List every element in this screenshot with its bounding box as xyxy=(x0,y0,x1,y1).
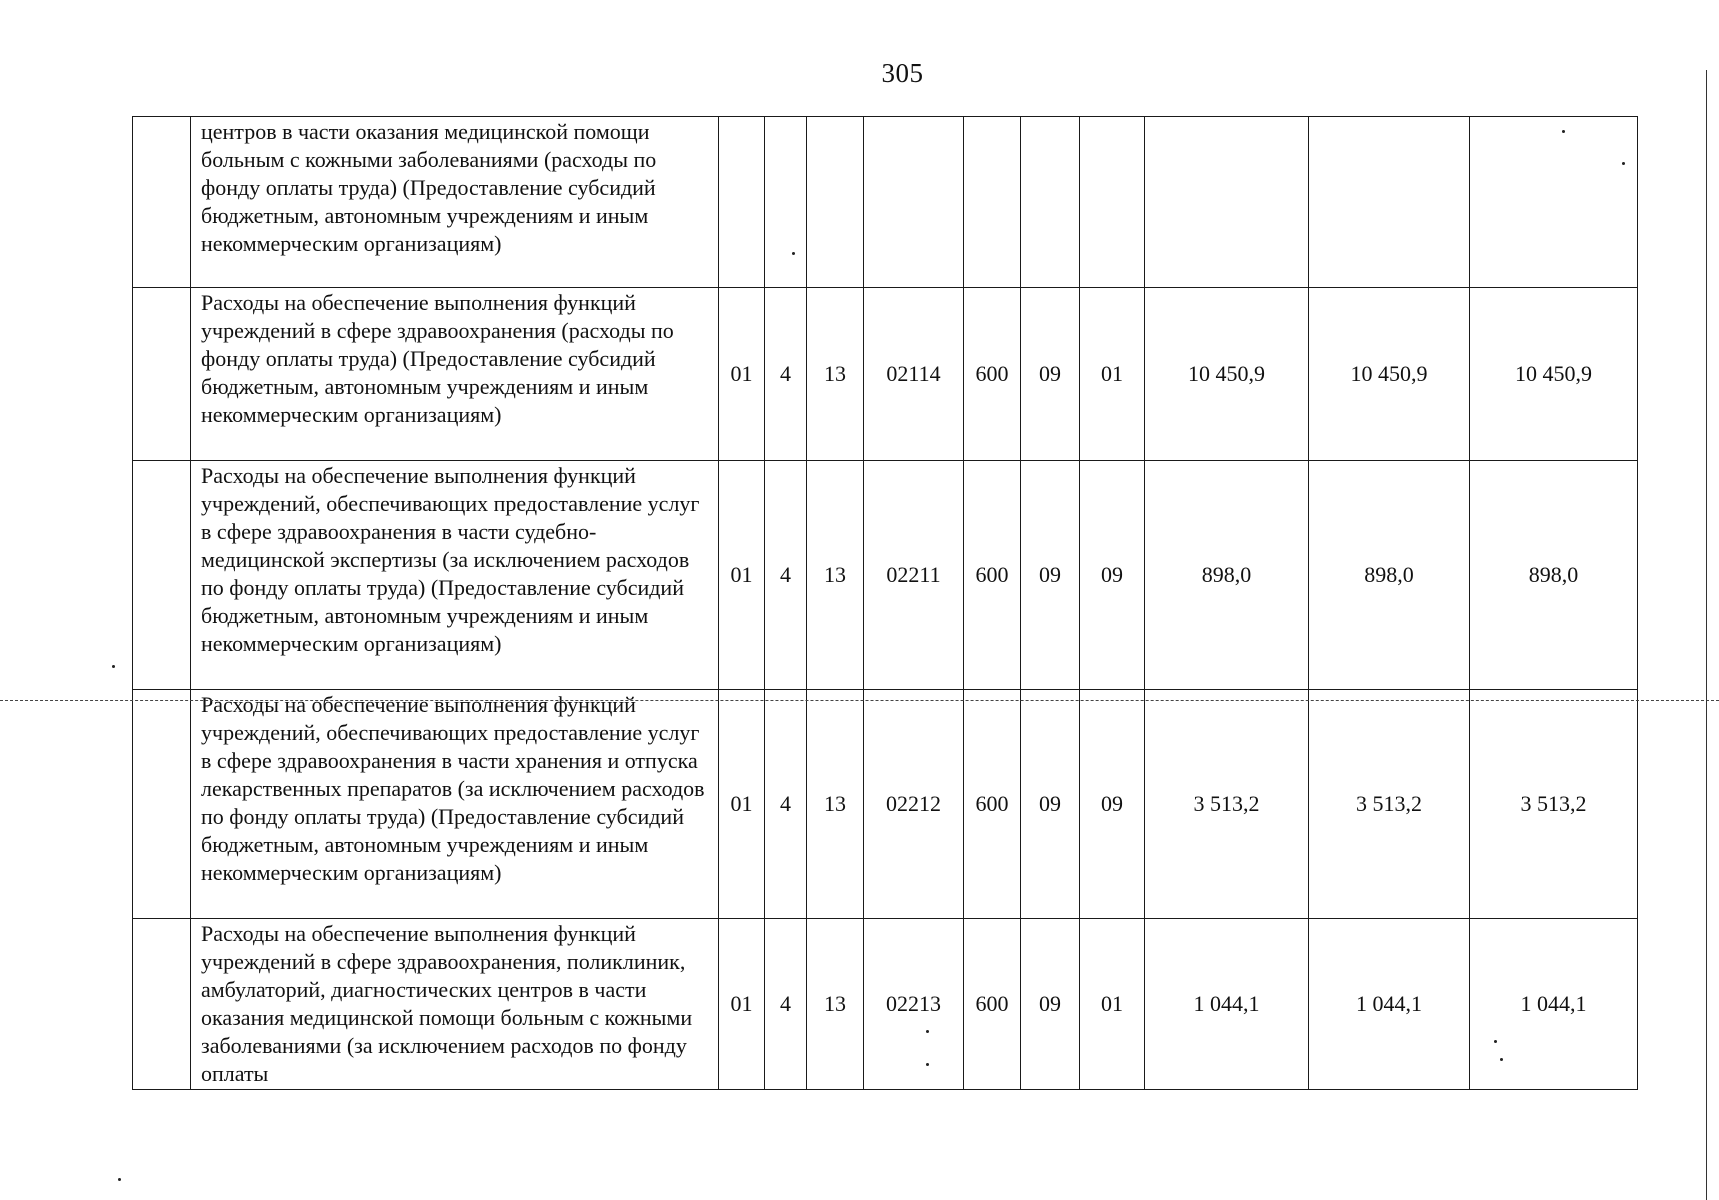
code-cell: 09 xyxy=(1021,919,1080,1090)
code-cell: 02114 xyxy=(864,288,964,461)
scan-edge-line xyxy=(1706,70,1707,1200)
code-cell: 4 xyxy=(765,690,807,919)
code-cell: 600 xyxy=(964,690,1021,919)
code-cell: 01 xyxy=(719,690,765,919)
amount-cell: 898,0 xyxy=(1145,461,1309,690)
scan-speck xyxy=(112,665,115,668)
table-row xyxy=(133,690,1638,919)
code-cell xyxy=(964,117,1021,288)
scan-speck xyxy=(1500,1058,1503,1061)
code-cell: 4 xyxy=(765,288,807,461)
code-cell: 09 xyxy=(1080,461,1145,690)
code-cell xyxy=(1080,117,1145,288)
code-cell: 600 xyxy=(964,461,1021,690)
row-description: Расходы на обеспечение выполнения функций учреждений в сфере здравоохранения (расходы по фонду оплаты труда) (Предоставление субсидий бюджетным, автономным учреждениям и иным некоммерческим организациям) xyxy=(191,288,719,461)
code-cell: 01 xyxy=(719,288,765,461)
code-cell: 09 xyxy=(1021,690,1080,919)
code-cell: 01 xyxy=(1080,919,1145,1090)
code-cell: 13 xyxy=(807,690,864,919)
code-cell: 09 xyxy=(1021,461,1080,690)
code-cell xyxy=(719,117,765,288)
row-margin-cell xyxy=(133,461,191,690)
code-cell: 09 xyxy=(1021,288,1080,461)
code-cell: 13 xyxy=(807,461,864,690)
table-row xyxy=(133,288,1638,461)
scan-fold-line xyxy=(0,700,1719,701)
row-margin-cell xyxy=(133,288,191,461)
code-cell: 600 xyxy=(964,288,1021,461)
page-number: 305 xyxy=(881,58,924,88)
scan-speck xyxy=(926,1063,929,1066)
code-cell: 4 xyxy=(765,919,807,1090)
code-cell: 13 xyxy=(807,288,864,461)
amount-cell: 10 450,9 xyxy=(1309,288,1470,461)
scan-speck xyxy=(926,1030,929,1033)
amount-cell: 10 450,9 xyxy=(1470,288,1638,461)
amount-cell: 1 044,1 xyxy=(1470,919,1638,1090)
row-margin-cell xyxy=(133,919,191,1090)
row-margin-cell xyxy=(133,690,191,919)
code-cell: 01 xyxy=(1080,288,1145,461)
code-cell: 01 xyxy=(719,919,765,1090)
code-cell: 4 xyxy=(765,461,807,690)
scan-speck xyxy=(1562,130,1565,133)
code-cell: 600 xyxy=(964,919,1021,1090)
row-description: Расходы на обеспечение выполнения функций учреждений, обеспечивающих предоставление услуг в сфере здравоохранения в части судебно-медицинской экспертизы (за исключением расходов по фонду оплаты труда) (Предоставление субсидий бюджетным, автономным учреждениям и иным некоммерческим организациям) xyxy=(191,461,719,690)
amount-cell: 1 044,1 xyxy=(1309,919,1470,1090)
code-cell: 09 xyxy=(1080,690,1145,919)
amount-cell xyxy=(1145,117,1309,288)
row-margin-cell xyxy=(133,117,191,288)
row-description: центров в части оказания медицинской помощи больным с кожными заболеваниями (расходы по фонду оплаты труда) (Предоставление субсидий бюджетным, автономным учреждениям и иным некоммерческим организациям) xyxy=(191,117,719,288)
code-cell xyxy=(1021,117,1080,288)
row-description: Расходы на обеспечение выполнения функций учреждений, обеспечивающих предоставление услуг в сфере здравоохранения в части хранения и отпуска лекарственных препаратов (за исключением расходов по фонду оплаты труда) (Предоставление субсидий бюджетным, автономным учреждениям и иным некоммерческим организациям) xyxy=(191,690,719,919)
scan-speck xyxy=(792,252,795,255)
scan-speck xyxy=(1494,1040,1497,1043)
amount-cell: 1 044,1 xyxy=(1145,919,1309,1090)
code-cell xyxy=(765,117,807,288)
code-cell: 02213 xyxy=(864,919,964,1090)
amount-cell: 3 513,2 xyxy=(1309,690,1470,919)
table-row xyxy=(133,117,1638,288)
row-description: Расходы на обеспечение выполнения функций учреждений в сфере здравоохранения, поликлиник, амбулаторий, диагностических центров в части оказания медицинской помощи больным с кожными заболеваниями (за исключением расходов по фонду оплаты xyxy=(191,919,719,1090)
amount-cell: 898,0 xyxy=(1309,461,1470,690)
code-cell: 02211 xyxy=(864,461,964,690)
table-row xyxy=(133,461,1638,690)
amount-cell: 10 450,9 xyxy=(1145,288,1309,461)
budget-table xyxy=(132,116,1638,1090)
code-cell xyxy=(807,117,864,288)
scan-speck xyxy=(1622,162,1625,165)
code-cell: 02212 xyxy=(864,690,964,919)
amount-cell: 898,0 xyxy=(1470,461,1638,690)
scan-speck xyxy=(118,1178,121,1181)
amount-cell xyxy=(1309,117,1470,288)
code-cell: 13 xyxy=(807,919,864,1090)
code-cell xyxy=(864,117,964,288)
amount-cell: 3 513,2 xyxy=(1145,690,1309,919)
amount-cell xyxy=(1470,117,1638,288)
amount-cell: 3 513,2 xyxy=(1470,690,1638,919)
table-row xyxy=(133,919,1638,1090)
code-cell: 01 xyxy=(719,461,765,690)
